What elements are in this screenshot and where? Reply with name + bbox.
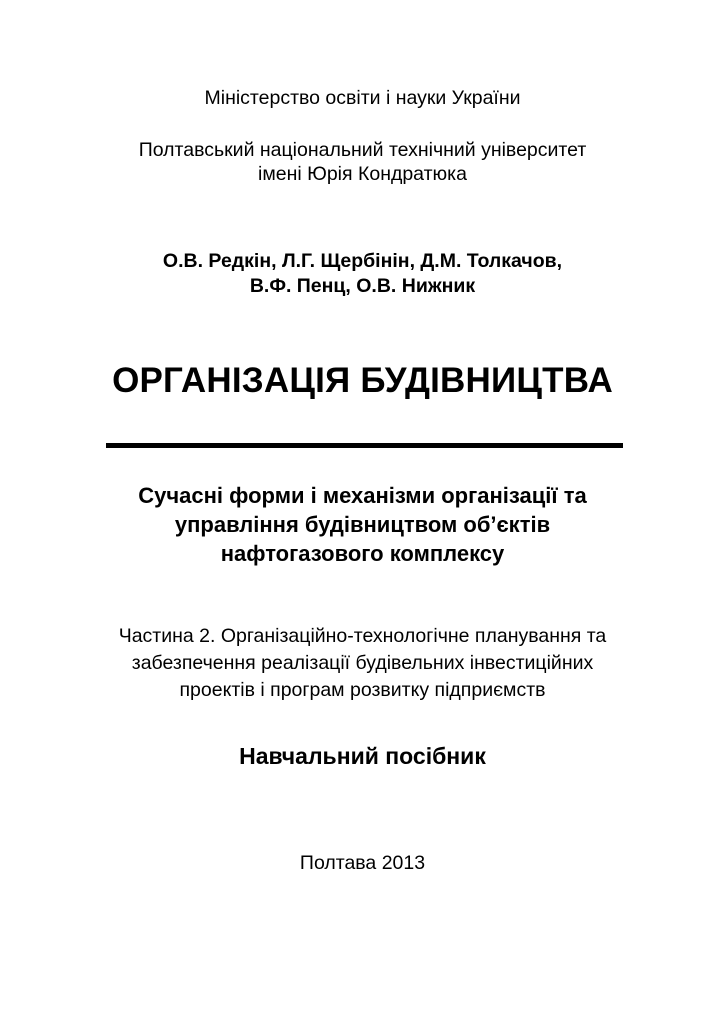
subtitle-line-3: нафтогазового комплексу (220, 541, 505, 566)
title-divider (106, 443, 623, 448)
ministry-name: Міністерство освіти і науки України (204, 87, 521, 109)
publication-type: Навчальний посібник (239, 743, 486, 769)
part-description-line-1: Частина 2. Організаційно-технологічне планування та (118, 625, 607, 647)
subtitle-line-2: управління будівництвом об’єктів (174, 512, 551, 537)
city-year: Полтава 2013 (299, 852, 426, 874)
part-description-line-2: забезпечення реалізації будівельних інвестиційних (131, 652, 594, 674)
authors-line-1: О.В. Редкін, Л.Г. Щербінін, Д.М. Толкачов, (162, 250, 563, 272)
authors-line-2: В.Ф. Пенц, О.В. Нижник (249, 275, 476, 297)
university-name-line-2: імені Юрія Кондратюка (258, 163, 467, 185)
subtitle-line-1: Сучасні форми і механізми організації та (138, 483, 587, 508)
university-name-line-1: Полтавський національний технічний університет (138, 139, 587, 161)
part-description-line-3: проектів і програм розвитку підприємств (179, 679, 546, 701)
book-title: ОРГАНІЗАЦІЯ БУДІВНИЦТВА (112, 361, 613, 400)
